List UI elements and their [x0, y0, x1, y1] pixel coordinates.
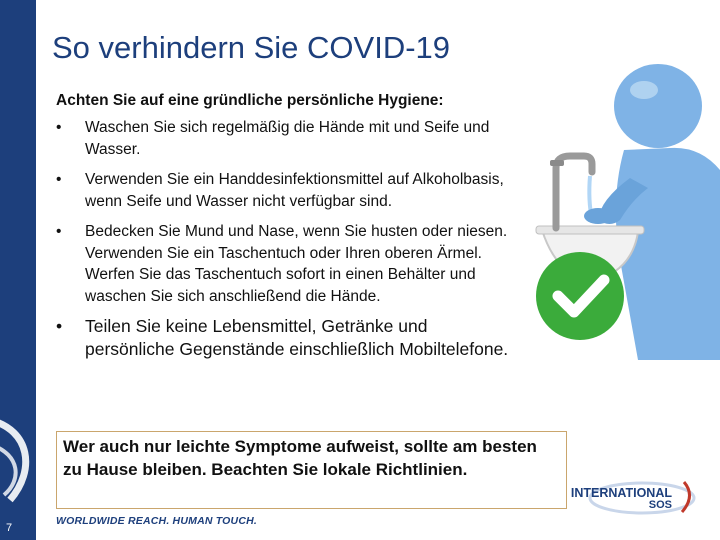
- tagline: WORLDWIDE REACH. HUMAN TOUCH.: [56, 515, 258, 527]
- intro-heading: Achten Sie auf eine gründliche persönliche Hygiene:: [56, 92, 444, 109]
- list-item: [56, 221, 516, 307]
- bullet-text: Bedecken Sie Mund und Nase, wenn Sie husten oder niesen. Verwenden Sie ein Taschentuch oder Ihren oberen Ärmel. Werfen Sie das Taschentuch sofort in einen Behälter und waschen Sie sich anschließend die Hände.: [85, 223, 508, 305]
- list-item: [56, 169, 516, 212]
- bullet-list: [56, 117, 516, 370]
- bullet-text: Waschen Sie sich regelmäßig die Hände mit und Seife und Wasser.: [85, 119, 490, 158]
- bullet-marker: •: [56, 119, 62, 136]
- bullet-text: Teilen Sie keine Lebensmittel, Getränke und persönliche Gegenstände einschließlich Mobiltelefone.: [85, 316, 509, 359]
- handwashing-illustration: [520, 60, 720, 360]
- bullet-marker: •: [56, 316, 63, 336]
- list-item: [56, 315, 516, 361]
- checkmark-icon: [536, 252, 624, 340]
- logo-text-sos: SOS: [648, 499, 672, 511]
- slide-number: 7: [5, 522, 13, 534]
- logo-text-international: INTERNATIONAL: [570, 486, 672, 500]
- bullet-text: Verwenden Sie ein Handdesinfektionsmittel auf Alkoholbasis, wenn Seife und Wasser nicht verfügbar sind.: [85, 171, 504, 210]
- sidebar-swirl-icon: [0, 0, 36, 540]
- bullet-marker: •: [56, 171, 62, 188]
- list-item: [56, 117, 516, 160]
- callout-box: Wer auch nur leichte Symptome aufweist, sollte am besten zu Hause bleiben. Beachten Sie lokale Richtlinien.: [56, 431, 567, 509]
- bullet-marker: •: [56, 223, 62, 240]
- brand-sidebar: [0, 0, 36, 540]
- slide-title: So verhindern Sie COVID-19: [52, 30, 451, 65]
- international-sos-logo-icon: [570, 478, 696, 518]
